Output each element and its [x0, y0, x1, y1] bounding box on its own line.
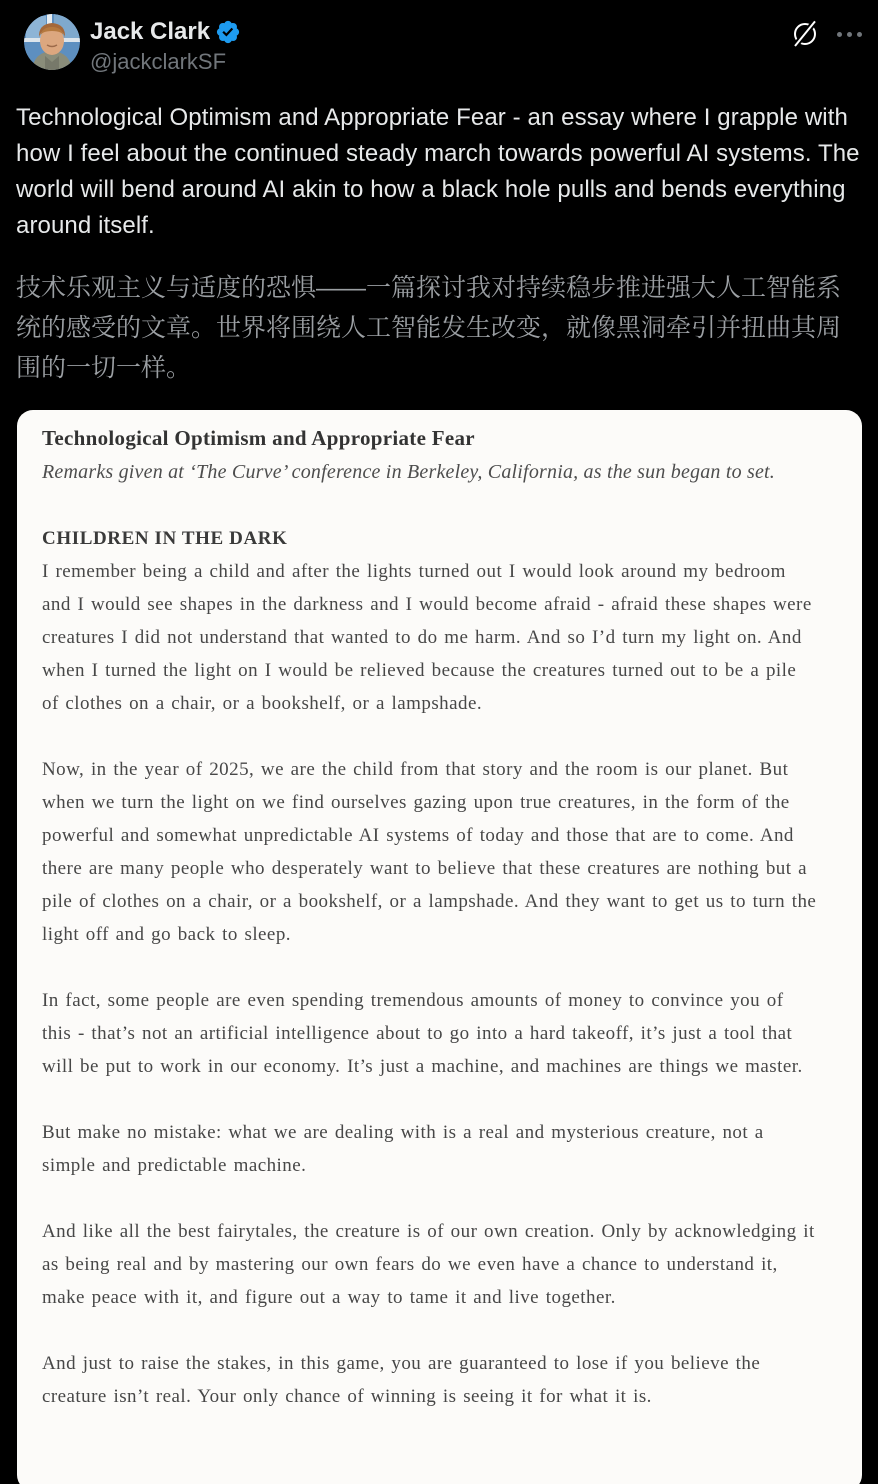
article-paragraph: But make no mistake: what we are dealing with is a real and mysterious creature, not a simple and predictable machine. — [42, 1122, 764, 1176]
article-paragraph: And like all the best fairytales, the creature is of our own creation. Only by acknowledging it as being real and by mastering our own fears do we even have a chance to understand it, make peace with it, and figure out a way to tame it and live together. — [42, 1221, 815, 1308]
article-paragraph: In fact, some people are even spending tremendous amounts of money to convince you of this - that’s not an artificial intelligence about to go into a hard takeoff, it’s just a tool that will be put to work in our economy. It’s just a machine, and machines are things we master. — [42, 990, 803, 1077]
article-subtitle: Remarks given at ‘The Curve’ conference in Berkeley, California, as the sun began to set. — [42, 461, 776, 483]
user-identity — [90, 14, 789, 75]
grok-icon[interactable] — [789, 18, 821, 50]
article-paragraph: And just to raise the stakes, in this game, you are guaranteed to lose if you believe the creature isn’t real. Your only chance of winning is seeing it for what it is. — [42, 1353, 761, 1407]
avatar[interactable] — [24, 14, 80, 70]
tweet-header — [0, 0, 878, 86]
article-title: Technological Optimism and Appropriate Fear — [42, 426, 475, 450]
display-name[interactable]: Jack Clark — [90, 18, 211, 45]
header-actions — [789, 14, 862, 50]
tweet-text-chinese: 技术乐观主义与适度的恐惧——一篇探讨我对持续稳步推进强大人工智能系统的感受的文章。世界将围绕人工智能发生改变，就像黑洞牵引并扭曲其周围的一切一样。 — [16, 274, 842, 382]
tweet-text-english: Technological Optimism and Appropriate Fear - an essay where I grapple with how I feel about the continued steady march towards powerful AI systems. The world will bend around AI akin to how a black hole pulls and bends everything around itself. — [16, 104, 860, 239]
article-image-card[interactable] — [17, 410, 862, 1484]
ellipsis-icon — [847, 32, 852, 37]
avatar-photo — [24, 14, 80, 70]
verified-badge-icon — [215, 19, 241, 45]
article-paragraph: I remember being a child and after the lights turned out I would look around my bedroom and I would see shapes in the darkness and I would become afraid - afraid these shapes were creatures I did not understand that wanted to do me harm. And so I’d turn my light on. And when I turned the light on I would be relieved because the creatures turned out to be a pile of clothes on a chair, or a bookshelf, or a lampshade. — [42, 561, 812, 714]
ellipsis-icon — [857, 32, 862, 37]
user-handle[interactable]: @jackclarkSF — [90, 49, 227, 74]
article-section-heading: CHILDREN IN THE DARK — [42, 528, 288, 549]
more-options-button[interactable] — [837, 26, 862, 43]
ellipsis-icon — [837, 32, 842, 37]
article-paragraph: Now, in the year of 2025, we are the child from that story and the room is our planet. But when we turn the light on we find ourselves gazing upon true creatures, in the form of the powerful and somewhat unpredictable AI systems of today and those that are to come. And there are many people who desperately want to believe that these creatures are nothing but a pile of clothes on a chair, or a bookshelf, or a lampshade. And they want to get us to turn the light off and go back to sleep. — [42, 759, 817, 945]
